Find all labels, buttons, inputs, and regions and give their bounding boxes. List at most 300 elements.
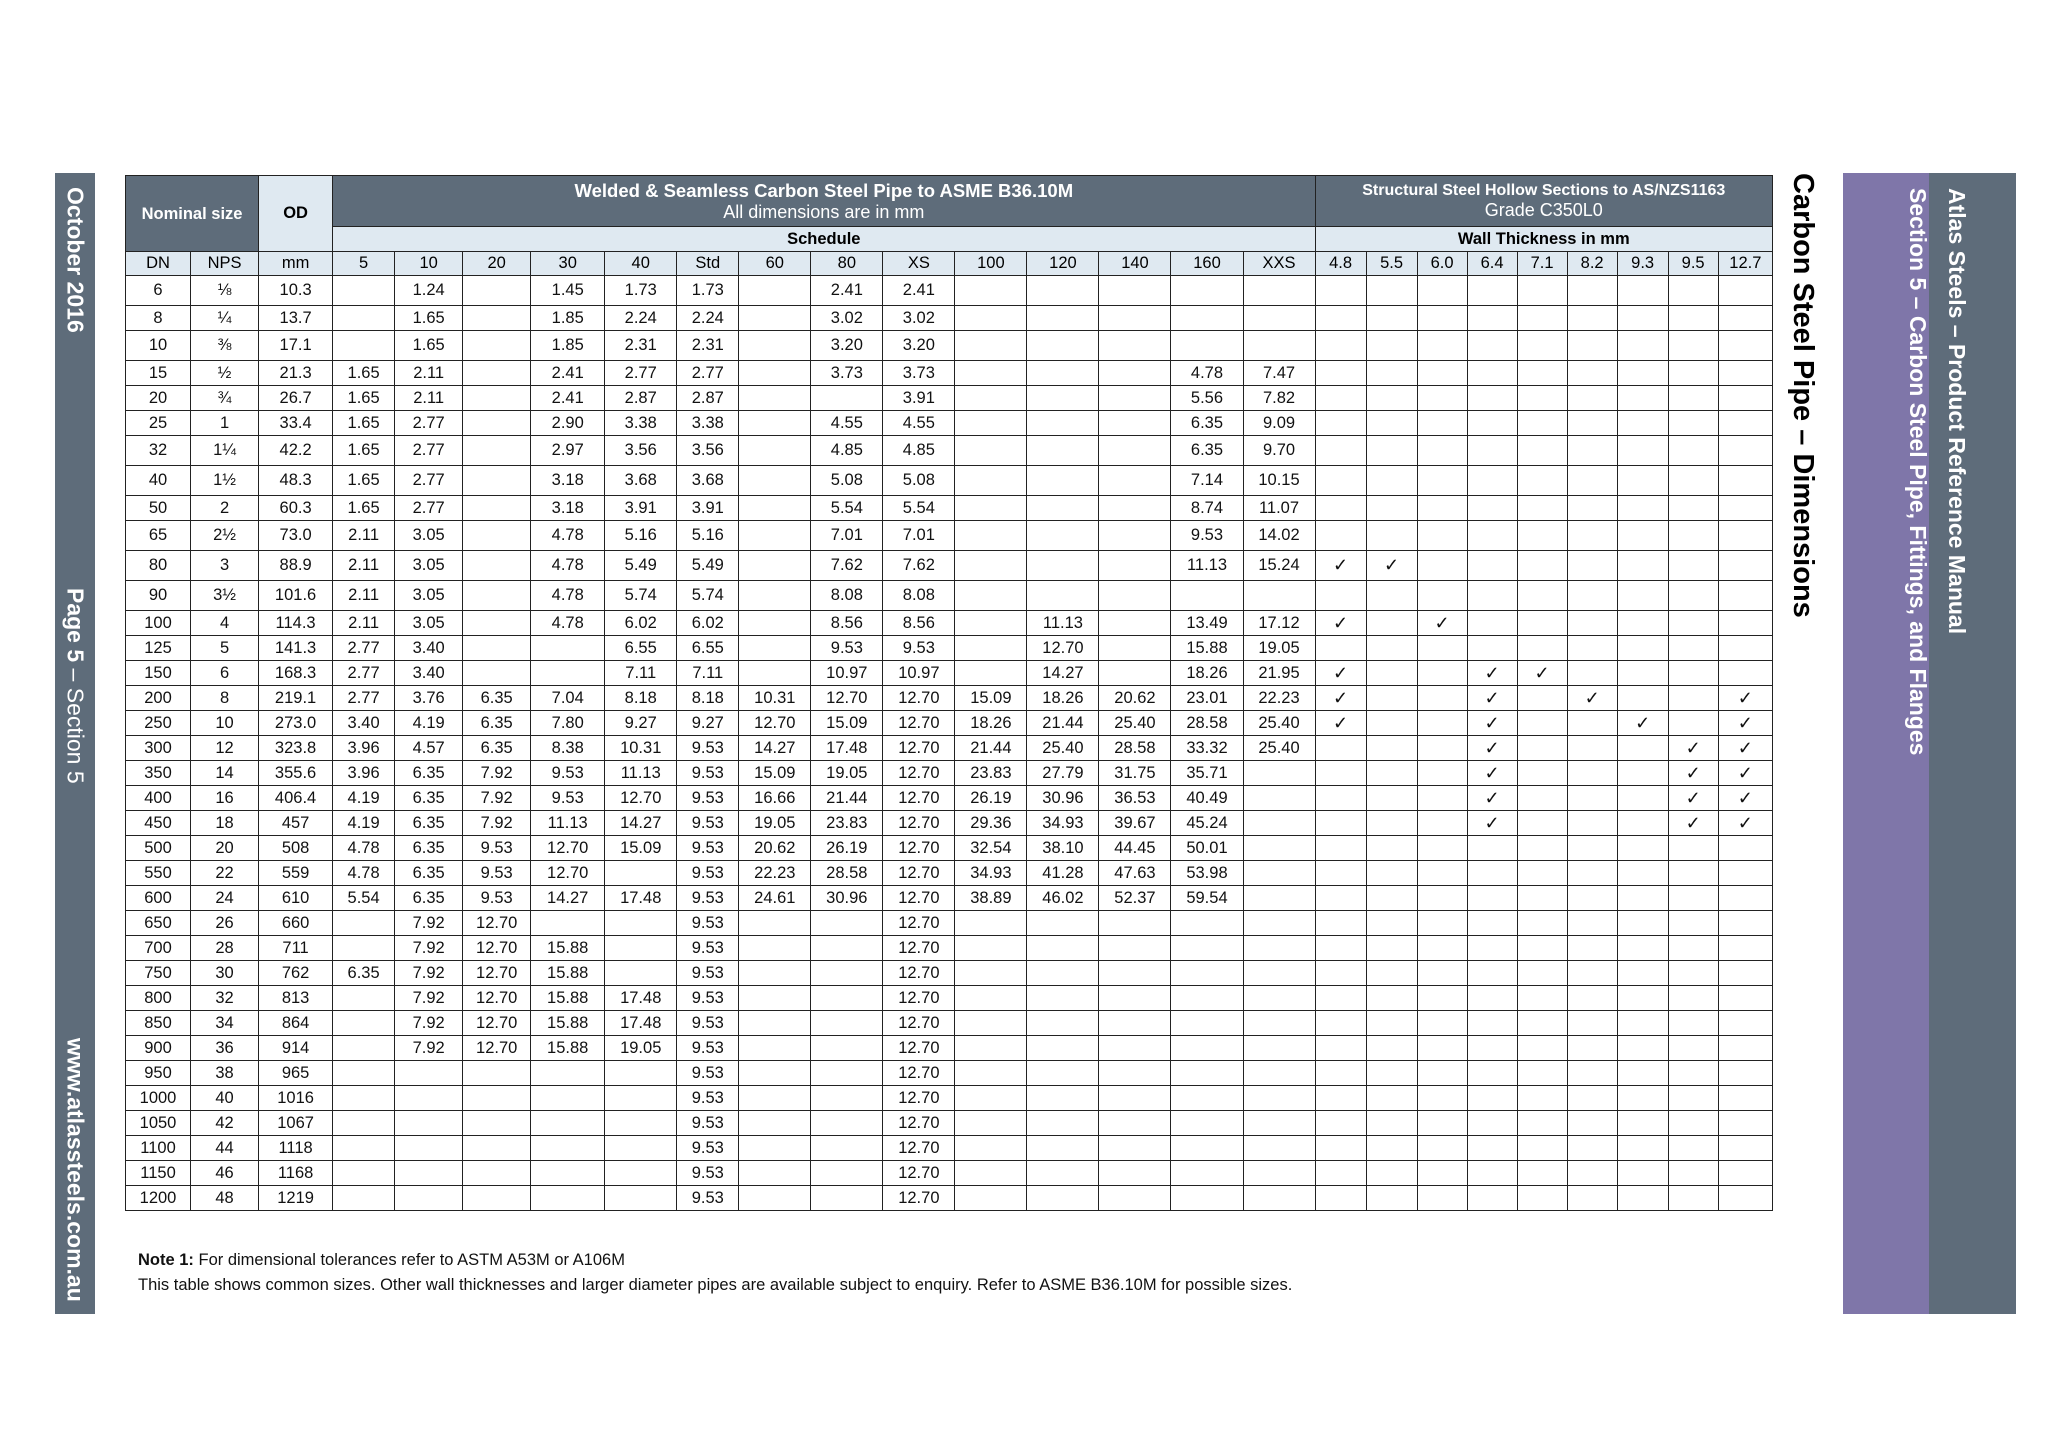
table-cell: [1171, 1111, 1243, 1136]
table-cell: [1366, 466, 1417, 496]
table-cell: [955, 1161, 1027, 1186]
table-cell: 7.11: [605, 661, 677, 686]
table-cell: ½: [191, 361, 259, 386]
table-cell: 7.92: [395, 1036, 463, 1061]
table-cell: [1617, 276, 1668, 306]
table-cell: 39.67: [1099, 811, 1171, 836]
table-cell: 41.28: [1027, 861, 1099, 886]
table-cell: [1099, 1161, 1171, 1186]
table-cell: 1½: [191, 466, 259, 496]
table-cell: [1517, 636, 1567, 661]
table-cell: 3.73: [883, 361, 955, 386]
table-cell: [811, 1061, 883, 1086]
table-cell: [1718, 331, 1772, 361]
table-cell: [1417, 1011, 1467, 1036]
table-cell: 14.27: [531, 886, 605, 911]
table-cell: 4.78: [531, 551, 605, 581]
table-cell: 1000: [126, 1086, 191, 1111]
table-cell: [1467, 466, 1517, 496]
table-cell: 3.40: [333, 711, 395, 736]
table-cell: 500: [126, 836, 191, 861]
table-cell: [1171, 1186, 1243, 1211]
table-cell: [1718, 411, 1772, 436]
table-cell: [1417, 861, 1467, 886]
table-cell: [1467, 636, 1517, 661]
table-cell: [1366, 306, 1417, 331]
table-cell: [1315, 911, 1366, 936]
table-cell: ✓: [1417, 611, 1467, 636]
table-cell: [1617, 496, 1668, 521]
table-cell: 23.83: [811, 811, 883, 836]
table-cell: [1718, 1161, 1772, 1186]
table-cell: 9.53: [1171, 521, 1243, 551]
table-cell: [1243, 1011, 1315, 1036]
table-cell: 5: [191, 636, 259, 661]
table-cell: [739, 1086, 811, 1111]
table-cell: [1617, 1161, 1668, 1186]
table-cell: [395, 1111, 463, 1136]
table-cell: 13.49: [1171, 611, 1243, 636]
table-cell: [1467, 1036, 1517, 1061]
table-cell: [1243, 306, 1315, 331]
table-cell: 28: [191, 936, 259, 961]
table-cell: [1467, 886, 1517, 911]
table-cell: [1517, 1011, 1567, 1036]
table-cell: 12.70: [463, 986, 531, 1011]
table-cell: [463, 276, 531, 306]
table-cell: 600: [126, 886, 191, 911]
table-cell: [1467, 986, 1517, 1011]
table-cell: 2.77: [395, 411, 463, 436]
table-cell: 8: [191, 686, 259, 711]
table-cell: [1567, 911, 1617, 936]
table-cell: 30.96: [1027, 786, 1099, 811]
table-cell: [955, 661, 1027, 686]
column-header: 40: [605, 252, 677, 276]
table-cell: [1366, 736, 1417, 761]
table-cell: [1467, 1061, 1517, 1086]
column-header: 140: [1099, 252, 1171, 276]
table-cell: 19.05: [811, 761, 883, 786]
table-cell: [1099, 911, 1171, 936]
table-cell: 22: [191, 861, 259, 886]
table-cell: 150: [126, 661, 191, 686]
table-cell: [1171, 911, 1243, 936]
table-cell: 40.49: [1171, 786, 1243, 811]
table-cell: 14: [191, 761, 259, 786]
table-cell: 550: [126, 861, 191, 886]
table-cell: [1617, 886, 1668, 911]
table-cell: 12.70: [883, 1111, 955, 1136]
table-cell: [739, 1036, 811, 1061]
table-cell: [1517, 886, 1567, 911]
table-cell: [1668, 276, 1718, 306]
table-cell: [1243, 911, 1315, 936]
table-cell: [1099, 1061, 1171, 1086]
table-cell: 141.3: [259, 636, 333, 661]
table-cell: 4.19: [395, 711, 463, 736]
table-cell: 12.70: [883, 786, 955, 811]
table-cell: 3.38: [677, 411, 739, 436]
table-cell: 12.70: [1027, 636, 1099, 661]
table-cell: 9.53: [531, 761, 605, 786]
table-cell: [1315, 306, 1366, 331]
table-cell: [1467, 276, 1517, 306]
table-cell: [1027, 911, 1099, 936]
table-cell: 2.77: [677, 361, 739, 386]
table-cell: [1315, 331, 1366, 361]
table-cell: [1567, 521, 1617, 551]
table-cell: 90: [126, 581, 191, 611]
table-cell: [1718, 551, 1772, 581]
table-cell: 5.54: [333, 886, 395, 911]
table-cell: 12.70: [883, 1186, 955, 1211]
column-header: 120: [1027, 252, 1099, 276]
table-cell: 19.05: [1243, 636, 1315, 661]
table-cell: [1668, 661, 1718, 686]
table-cell: 5.49: [677, 551, 739, 581]
table-cell: [1467, 411, 1517, 436]
table-cell: 4.55: [811, 411, 883, 436]
table-cell: [1668, 551, 1718, 581]
table-cell: [811, 1136, 883, 1161]
table-cell: [1366, 1061, 1417, 1086]
table-cell: [1467, 911, 1517, 936]
table-cell: [1517, 496, 1567, 521]
table-cell: [1718, 1136, 1772, 1161]
table-cell: 1.65: [333, 361, 395, 386]
table-cell: 1118: [259, 1136, 333, 1161]
table-cell: [1718, 466, 1772, 496]
table-cell: 42.2: [259, 436, 333, 466]
table-cell: [1315, 986, 1366, 1011]
table-cell: [955, 361, 1027, 386]
table-cell: 8.74: [1171, 496, 1243, 521]
table-cell: 508: [259, 836, 333, 861]
table-cell: 400: [126, 786, 191, 811]
table-row: [126, 361, 1773, 386]
table-cell: 3.91: [883, 386, 955, 411]
table-cell: 9.53: [677, 886, 739, 911]
table-cell: [739, 276, 811, 306]
table-cell: 65: [126, 521, 191, 551]
table-cell: [1517, 611, 1567, 636]
table-cell: [1617, 1036, 1668, 1061]
table-cell: 22.23: [1243, 686, 1315, 711]
table-cell: [1567, 1136, 1617, 1161]
table-cell: [1668, 386, 1718, 411]
table-cell: [1567, 761, 1617, 786]
table-cell: 13.7: [259, 306, 333, 331]
table-cell: [739, 496, 811, 521]
table-cell: [1617, 736, 1668, 761]
table-cell: [1517, 1061, 1567, 1086]
column-header: 60: [739, 252, 811, 276]
table-cell: 12.70: [463, 1036, 531, 1061]
table-cell: 9.27: [605, 711, 677, 736]
table-cell: 40: [191, 1086, 259, 1111]
schedule-header: Schedule: [333, 227, 1315, 252]
table-cell: [1668, 986, 1718, 1011]
table-cell: [1243, 961, 1315, 986]
table-cell: [1617, 361, 1668, 386]
table-cell: [1668, 331, 1718, 361]
column-header: 6.4: [1467, 252, 1517, 276]
table-cell: [1567, 611, 1617, 636]
table-cell: [1668, 1111, 1718, 1136]
table-cell: [1243, 861, 1315, 886]
table-cell: [955, 306, 1027, 331]
table-cell: [1315, 936, 1366, 961]
table-cell: [1366, 611, 1417, 636]
table-cell: [1027, 1136, 1099, 1161]
table-cell: [1243, 1086, 1315, 1111]
table-cell: 2.11: [333, 581, 395, 611]
asme-subtitle: All dimensions are in mm: [723, 201, 925, 222]
table-cell: 2½: [191, 521, 259, 551]
date-label: October 2016: [62, 187, 89, 333]
table-cell: 9.53: [677, 1186, 739, 1211]
table-cell: 12.70: [883, 1011, 955, 1036]
table-cell: 5.56: [1171, 386, 1243, 411]
table-cell: [1366, 386, 1417, 411]
table-cell: 7.92: [395, 1011, 463, 1036]
table-cell: [1467, 551, 1517, 581]
table-cell: [1315, 836, 1366, 861]
table-cell: 7.92: [395, 936, 463, 961]
table-row: [126, 1186, 1773, 1211]
table-cell: 4.85: [811, 436, 883, 466]
table-cell: [1617, 986, 1668, 1011]
table-cell: [1243, 986, 1315, 1011]
table-cell: [395, 1086, 463, 1111]
table-cell: 12.70: [883, 1161, 955, 1186]
table-cell: [739, 961, 811, 986]
table-cell: [1315, 1186, 1366, 1211]
table-cell: 5.16: [677, 521, 739, 551]
column-header: NPS: [191, 252, 259, 276]
table-cell: [1668, 961, 1718, 986]
table-cell: 6.35: [1171, 436, 1243, 466]
table-cell: 1¼: [191, 436, 259, 466]
table-cell: [1517, 936, 1567, 961]
table-cell: [1315, 276, 1366, 306]
table-cell: [1668, 1136, 1718, 1161]
table-cell: [739, 1161, 811, 1186]
note-1-label: Note 1:: [138, 1251, 194, 1269]
table-cell: 2.41: [531, 386, 605, 411]
table-cell: [1171, 276, 1243, 306]
table-cell: 457: [259, 811, 333, 836]
table-cell: [395, 1161, 463, 1186]
table-cell: [1171, 936, 1243, 961]
table-cell: 219.1: [259, 686, 333, 711]
table-cell: 1.45: [531, 276, 605, 306]
table-row: [126, 961, 1773, 986]
table-cell: 32.54: [955, 836, 1027, 861]
table-cell: [1417, 711, 1467, 736]
table-cell: [1027, 466, 1099, 496]
table-cell: [1417, 761, 1467, 786]
table-cell: [1467, 1186, 1517, 1211]
table-cell: [739, 1011, 811, 1036]
table-cell: [1417, 551, 1467, 581]
table-cell: ✓: [1467, 811, 1517, 836]
table-cell: 8.18: [677, 686, 739, 711]
table-cell: [1517, 436, 1567, 466]
table-cell: [1027, 436, 1099, 466]
table-cell: [1315, 961, 1366, 986]
table-cell: 9.53: [677, 911, 739, 936]
table-cell: [1099, 436, 1171, 466]
table-cell: [1315, 1011, 1366, 1036]
table-cell: 2.87: [677, 386, 739, 411]
table-cell: 22.23: [739, 861, 811, 886]
table-cell: [739, 306, 811, 331]
table-cell: [739, 551, 811, 581]
table-cell: 4.19: [333, 786, 395, 811]
table-cell: 12.70: [883, 711, 955, 736]
table-row: [126, 1111, 1773, 1136]
table-cell: 10.97: [883, 661, 955, 686]
table-cell: [1567, 986, 1617, 1011]
table-cell: [1366, 496, 1417, 521]
table-cell: [1467, 936, 1517, 961]
table-cell: 32: [126, 436, 191, 466]
table-cell: 6.35: [395, 811, 463, 836]
table-cell: [463, 581, 531, 611]
table-cell: [463, 1061, 531, 1086]
table-cell: [955, 1061, 1027, 1086]
table-cell: [1171, 961, 1243, 986]
table-cell: 3.68: [605, 466, 677, 496]
table-row: [126, 1161, 1773, 1186]
table-cell: [531, 1111, 605, 1136]
table-cell: ✓: [1668, 786, 1718, 811]
table-row: [126, 466, 1773, 496]
table-cell: 1100: [126, 1136, 191, 1161]
table-cell: 4.78: [333, 861, 395, 886]
table-row: [126, 436, 1773, 466]
table-cell: 7.92: [395, 986, 463, 1011]
table-cell: 1.65: [333, 436, 395, 466]
table-cell: 19.05: [739, 811, 811, 836]
table-cell: 7.14: [1171, 466, 1243, 496]
table-cell: [1027, 521, 1099, 551]
table-cell: 1.73: [605, 276, 677, 306]
table-cell: [811, 1161, 883, 1186]
table-cell: [1617, 306, 1668, 331]
table-cell: 9.27: [677, 711, 739, 736]
table-cell: 10.3: [259, 276, 333, 306]
table-cell: 3.02: [883, 306, 955, 331]
table-cell: 1200: [126, 1186, 191, 1211]
table-cell: 29.36: [955, 811, 1027, 836]
table-cell: [463, 1136, 531, 1161]
table-cell: [1567, 886, 1617, 911]
table-cell: 9.53: [677, 986, 739, 1011]
table-cell: [1027, 1111, 1099, 1136]
table-cell: ⅛: [191, 276, 259, 306]
table-cell: [1027, 1036, 1099, 1061]
table-cell: 650: [126, 911, 191, 936]
table-cell: [1617, 1136, 1668, 1161]
table-cell: 3½: [191, 581, 259, 611]
table-cell: [1718, 1186, 1772, 1211]
table-cell: 15.09: [739, 761, 811, 786]
table-cell: [333, 1036, 395, 1061]
table-cell: [1617, 1186, 1668, 1211]
table-cell: [1467, 496, 1517, 521]
table-cell: 12.70: [883, 761, 955, 786]
table-cell: [1718, 1086, 1772, 1111]
table-cell: 48: [191, 1186, 259, 1211]
table-cell: [1718, 836, 1772, 861]
table-cell: [463, 1186, 531, 1211]
table-cell: 5.16: [605, 521, 677, 551]
table-cell: 25.40: [1243, 736, 1315, 761]
table-cell: 12.70: [883, 836, 955, 861]
table-cell: 53.98: [1171, 861, 1243, 886]
column-header: 80: [811, 252, 883, 276]
table-cell: [1366, 986, 1417, 1011]
table-cell: [1718, 611, 1772, 636]
table-cell: ✓: [1315, 711, 1366, 736]
column-header: 9.5: [1668, 252, 1718, 276]
table-cell: 5.08: [811, 466, 883, 496]
table-cell: 12.70: [883, 911, 955, 936]
table-cell: 10.97: [811, 661, 883, 686]
table-cell: 28.58: [1099, 736, 1171, 761]
table-cell: [1567, 811, 1617, 836]
table-cell: 7.82: [1243, 386, 1315, 411]
table-cell: [1315, 1161, 1366, 1186]
table-cell: 15.09: [605, 836, 677, 861]
table-cell: [1417, 411, 1467, 436]
table-cell: [955, 1186, 1027, 1211]
table-cell: [1718, 521, 1772, 551]
table-cell: [1366, 761, 1417, 786]
table-row: [126, 661, 1773, 686]
table-cell: [1617, 961, 1668, 986]
table-cell: [463, 361, 531, 386]
table-cell: [1567, 361, 1617, 386]
table-cell: [1027, 1161, 1099, 1186]
table-cell: 4.55: [883, 411, 955, 436]
table-cell: [1467, 361, 1517, 386]
table-cell: 6.35: [463, 711, 531, 736]
table-cell: [531, 636, 605, 661]
table-cell: [1171, 1011, 1243, 1036]
table-cell: [811, 386, 883, 411]
table-cell: 750: [126, 961, 191, 986]
table-cell: [463, 611, 531, 636]
table-cell: [1417, 386, 1467, 411]
table-cell: [1171, 581, 1243, 611]
table-cell: 559: [259, 861, 333, 886]
table-cell: [1315, 1061, 1366, 1086]
table-cell: 3.05: [395, 611, 463, 636]
table-cell: 12.70: [883, 861, 955, 886]
table-cell: [333, 1186, 395, 1211]
table-cell: [1617, 811, 1668, 836]
table-cell: [1417, 331, 1467, 361]
table-cell: 2.90: [531, 411, 605, 436]
table-cell: [1417, 306, 1467, 331]
table-cell: 50.01: [1171, 836, 1243, 861]
table-cell: 2.41: [883, 276, 955, 306]
table-cell: [1567, 436, 1617, 466]
